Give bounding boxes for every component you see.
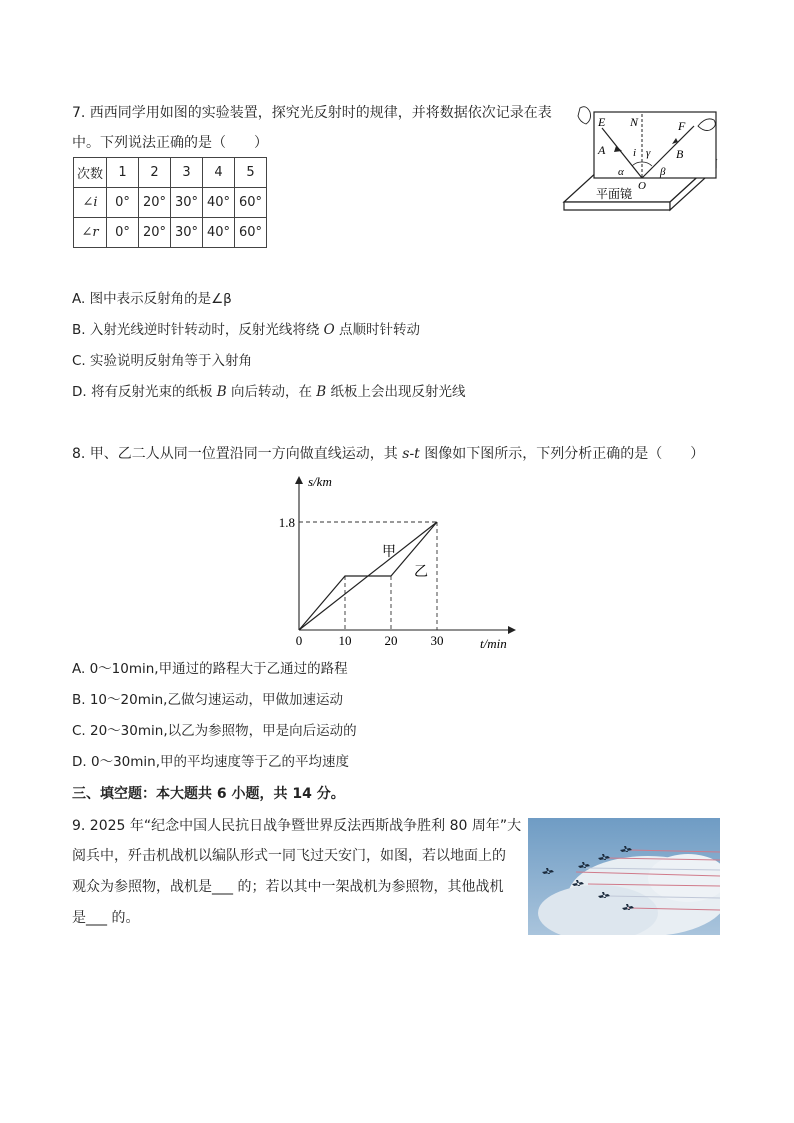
- section-heading: 三、填空题：本大题共 6 小题，共 14 分。: [72, 786, 345, 802]
- label-beta: β: [660, 166, 666, 178]
- table-cell: ∠i: [74, 188, 107, 218]
- q9-line3: 观众为参照物，战机是___ 的；若以其中一架战机为参照物，其他战机: [72, 879, 504, 895]
- q9-line4: 是___ 的。: [72, 910, 140, 926]
- mirror-slab-front: [564, 202, 670, 210]
- x-tick-label: 20: [384, 633, 398, 648]
- mirror-label: 平面镜: [596, 187, 633, 201]
- x-tick-label: 10: [338, 633, 352, 648]
- stem-text: 图像如下图所示，下列分析正确的是（ ）: [419, 446, 705, 462]
- table-cell: 0°: [107, 218, 139, 248]
- x-tick-label: 0: [295, 633, 303, 648]
- q9-line2: 阅兵中，歼击机战机以编队形式一同飞过天安门，如图，若以地面上的: [72, 848, 506, 864]
- option-text: D. 将有反射光束的纸板: [72, 384, 217, 400]
- label-i: i: [633, 147, 637, 159]
- q8-option-b: B. 10～20min,乙做匀速运动，甲做加速运动: [72, 692, 343, 708]
- paper-board: [594, 112, 716, 178]
- q7-stem-line1: 7. 西西同学用如图的实验装置，探究光反射时的规律，并将数据依次记录在表: [72, 105, 552, 121]
- table-cell: 3: [171, 158, 203, 188]
- q7-option-b: [72, 320, 420, 340]
- table-row: [74, 218, 267, 248]
- table-cell: 4: [203, 158, 235, 188]
- y-axis-arrow: [295, 476, 303, 484]
- reflection-apparatus-figure: [560, 100, 730, 215]
- option-text: 纸板上会出现反射光线: [326, 384, 466, 400]
- label-A: A: [598, 143, 606, 157]
- series-label-yi: 乙: [414, 564, 428, 580]
- q7-option-a: A. 图中表示反射角的是∠β: [72, 291, 232, 307]
- table-cell: 60°: [235, 188, 267, 218]
- y-tick-label: 1.8: [278, 515, 295, 530]
- stem-text: 8. 甲、乙二人从同一位置沿同一方向做直线运动，其: [72, 446, 403, 462]
- table-cell: 40°: [203, 218, 235, 248]
- option-var: B: [216, 384, 227, 400]
- table-cell: 20°: [139, 188, 171, 218]
- table-row: [74, 158, 267, 188]
- q7-stem-line2: 中。下列说法正确的是（ ）: [72, 135, 268, 151]
- q8-stem: [72, 444, 704, 464]
- label-N: N: [630, 115, 639, 129]
- x-axis-arrow: [508, 626, 516, 634]
- label-E: E: [598, 115, 606, 129]
- chart-axes: [295, 474, 516, 651]
- table-cell: 20°: [139, 218, 171, 248]
- table-cell: 60°: [235, 218, 267, 248]
- option-var: B: [316, 384, 327, 400]
- table-cell: 0°: [107, 188, 139, 218]
- q7-option-c: C. 实验说明反射角等于入射角: [72, 353, 253, 369]
- table-cell: 1: [107, 158, 139, 188]
- option-text: 点顺时针转动: [334, 322, 421, 338]
- label-B: B: [676, 147, 684, 161]
- label-O: O: [638, 180, 646, 192]
- table-cell: 30°: [171, 218, 203, 248]
- q7-data-table: [73, 157, 267, 248]
- x-axis-label: t/min: [480, 636, 507, 651]
- table-cell: 40°: [203, 188, 235, 218]
- table-cell: 30°: [171, 188, 203, 218]
- option-text: 向后转动，在: [226, 384, 317, 400]
- y-axis-label: s/km: [308, 474, 332, 489]
- q7-option-d: [72, 382, 466, 402]
- x-tick-label: 30: [430, 633, 444, 648]
- option-text: B. 入射光线逆时针转动时，反射光线将绕: [72, 322, 324, 338]
- table-cell: 2: [139, 158, 171, 188]
- label-gamma: γ: [646, 147, 651, 159]
- option-var: O: [323, 322, 335, 338]
- q8-option-a: A. 0～10min,甲通过的路程大于乙通过的路程: [72, 661, 348, 677]
- table-cell: 5: [235, 158, 267, 188]
- label-F: F: [678, 119, 686, 133]
- stem-var: s-t: [402, 446, 420, 462]
- table-row: [74, 188, 267, 218]
- series-label-jia: 甲: [382, 544, 396, 560]
- table-cell: 次数: [74, 158, 107, 188]
- left-hand-icon: [578, 107, 591, 124]
- label-alpha: α: [618, 166, 624, 178]
- table-cell: ∠r: [74, 218, 107, 248]
- q8-option-c: C. 20～30min,以乙为参照物，甲是向后运动的: [72, 723, 357, 739]
- q9-line1: 9. 2025 年“纪念中国人民抗日战争暨世界反法西斯战争胜利 80 周年”大: [72, 818, 522, 834]
- q8-option-d: D. 0～30min,甲的平均速度等于乙的平均速度: [72, 754, 349, 770]
- jet-formation-photo: [528, 818, 720, 935]
- s-t-chart: [270, 468, 525, 653]
